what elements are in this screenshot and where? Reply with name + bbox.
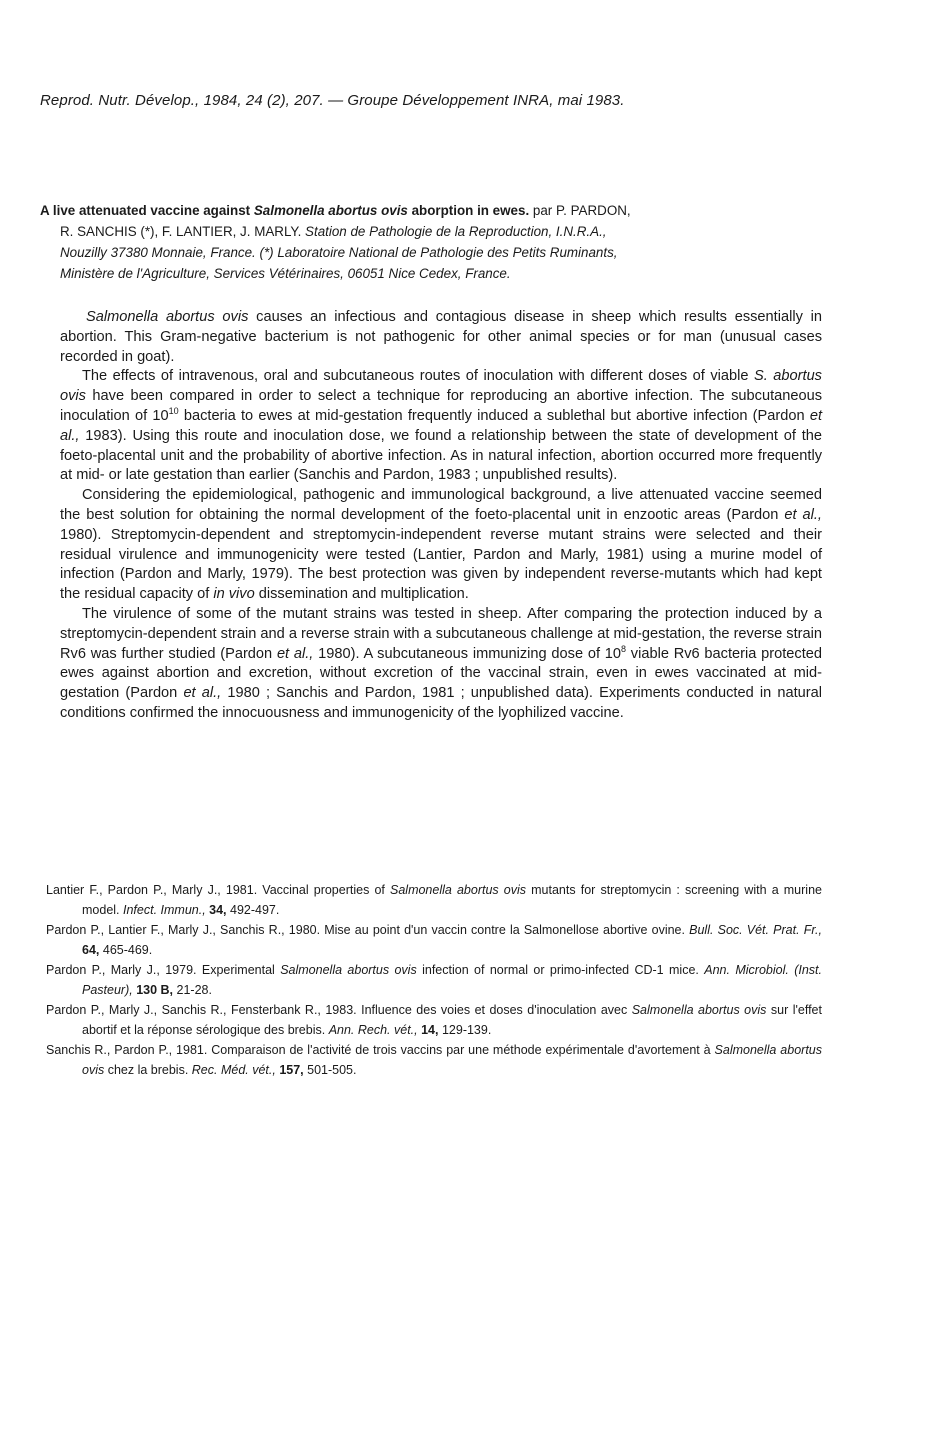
- paragraph-text: 1980). A subcutaneous immunizing dose of 10: [313, 645, 622, 662]
- ref-text: Pardon P., Lantier F., Marly J., Sanchis R., 1980. Mise au point d'un vaccin contre la Salmonellose abortive ovine.: [46, 923, 690, 937]
- ref-pages: 465-469.: [99, 943, 153, 957]
- ref-journal: Ann. Microbiol. (Inst. Pasteur),: [82, 963, 822, 997]
- organism-name: Salmonella abortus ovis: [86, 309, 249, 325]
- paragraph-text: dissemination and multiplication.: [254, 586, 469, 603]
- ref-text: Pardon P., Marly J., 1979. Experimental: [46, 963, 281, 977]
- reference-item: [46, 880, 822, 920]
- reference-item: [46, 920, 822, 960]
- reference-item: [46, 960, 822, 1000]
- abstract-body: [60, 308, 822, 724]
- title-text: A live attenuated vaccine against: [40, 203, 254, 218]
- paragraph-text: The effects of intravenous, oral and subcutaneous routes of inoculation with different doses of viable: [82, 368, 754, 385]
- title-text-end: aborption in ewes.: [407, 203, 530, 218]
- reference-item: [46, 1040, 822, 1080]
- ref-volume: 157,: [275, 1063, 304, 1077]
- reference-item: [46, 1000, 822, 1040]
- paragraph-text: bacteria to ewes at mid-gestation frequently induced a sublethal but abortive infection (Pardon: [178, 407, 810, 424]
- paragraph-4: [60, 605, 822, 724]
- ref-text: chez la brebis.: [104, 1063, 192, 1077]
- ref-pages: 492-497.: [226, 903, 280, 917]
- ref-volume: 14,: [417, 1023, 439, 1037]
- ref-journal: Bull. Soc. Vét. Prat. Fr.,: [689, 923, 822, 937]
- ref-organism: Salmonella abortus ovis: [631, 1003, 767, 1017]
- article-title: [40, 203, 529, 218]
- ref-volume: 64,: [82, 943, 100, 957]
- article-header: [40, 200, 840, 284]
- ref-organism: Salmonella abortus ovis: [390, 883, 527, 897]
- ref-journal: Infect. Immun.,: [123, 903, 206, 917]
- authors: R. SANCHIS (*), F. LANTIER, J. MARLY.: [60, 224, 306, 239]
- paragraph-3: [60, 486, 822, 605]
- title-organism: Salmonella abortus ovis: [253, 203, 408, 218]
- paragraph-2: [60, 367, 822, 486]
- paragraph-text: Considering the epidemiological, pathogenic and immunological background, a live attenuated vaccine seemed the best solution for obtaining the normal development of the foeto-placental unit in enzootic areas (Pardon: [60, 487, 822, 523]
- paragraph-text: have been compared in order to select a technique for reproducing an abortive infection. The subcutaneous inoculation of 10: [60, 388, 822, 424]
- ref-journal: Rec. Méd. vét.,: [191, 1063, 276, 1077]
- ref-text: Lantier F., Pardon P., Marly J., 1981. Vaccinal properties of: [46, 883, 390, 897]
- references-list: [46, 880, 822, 1080]
- et-al: et al.,: [60, 407, 822, 444]
- ref-volume: 130 B,: [132, 983, 174, 997]
- authors-line: [40, 221, 840, 242]
- ref-pages: 129-139.: [438, 1023, 492, 1037]
- ref-text: mutants for streptomycin : screening with a murine model.: [82, 883, 822, 917]
- ref-pages: 501-505.: [303, 1063, 357, 1077]
- paragraph-text: 1980). Streptomycin-dependent and streptomycin-independent reverse mutant strains were selected and their residual virulence and immunogenicity were tested (Lantier, Pardon and Marly, 1981) using a murine model of infection (Pardon and Marly, 1979). The best protection was given by independent reverse-mutants which had kept the residual capacity of: [60, 526, 822, 603]
- affiliation-1: Station de Pathologie de la Reproduction, I.N.R.A.,: [305, 224, 607, 239]
- ref-journal: Ann. Rech. vét.,: [328, 1023, 418, 1037]
- in-vivo: in vivo: [213, 586, 255, 603]
- ref-text: sur l'effet abortif et la réponse sérologique des brebis.: [82, 1003, 822, 1037]
- ref-text: Pardon P., Marly J., Sanchis R., Fensterbank R., 1983. Influence des voies et doses d'inoculation avec: [46, 1003, 632, 1017]
- et-al: et al.,: [183, 685, 222, 702]
- et-al: et al.,: [784, 506, 822, 523]
- title-line: [40, 200, 840, 221]
- paragraph-1: [60, 308, 822, 367]
- ref-text: infection of normal or primo-infected CD-1 mice.: [416, 963, 705, 977]
- ref-text: Sanchis R., Pardon P., 1981. Comparaison de l'activité de trois vaccins par une méthode expérimentale d'avortement à: [46, 1043, 715, 1057]
- paragraph-text: causes an infectious and contagious disease in sheep which results essentially in abortion. This Gram-negative bacterium is not pathogenic for other animal species or for man (unusual cases recorded in goat).: [60, 309, 822, 365]
- organism-name: S. abortus ovis: [60, 368, 822, 405]
- exponent: 8: [621, 643, 627, 654]
- ref-organism: Salmonella abortus ovis: [82, 1043, 822, 1077]
- paragraph-text: 1980 ; Sanchis and Pardon, 1981 ; unpublished data). Experiments conducted in natural conditions confirmed the innocuousness and immunogenicity of the lyophilized vaccine.: [60, 685, 822, 721]
- affiliation-3: Ministère de l'Agriculture, Services Vétérinaires, 06051 Nice Cedex, France.: [60, 266, 511, 281]
- exponent: 10: [168, 406, 179, 417]
- ref-pages: 21-28.: [173, 983, 212, 997]
- ref-volume: 34,: [205, 903, 227, 917]
- authors-first: par P. PARDON,: [529, 203, 631, 218]
- paragraph-text: viable Rv6 bacteria protected ewes against abortion and excretion, without excretion of the vaccinal strain, even in ewes vaccinated at mid-gestation (Pardon: [60, 645, 822, 702]
- journal-reference: Reprod. Nutr. Dévelop., 1984, 24 (2), 207. — Groupe Développement INRA, mai 1983.: [40, 92, 625, 109]
- ref-organism: Salmonella abortus ovis: [280, 963, 417, 977]
- paragraph-text: The virulence of some of the mutant strains was tested in sheep. After comparing the protection induced by a streptomycin-dependent strain and a reverse strain with a subcutaneous challenge at mid-gestation, the reverse strain Rv6 was further studied (Pardon: [60, 605, 822, 662]
- affiliation-2: Nouzilly 37380 Monnaie, France. (*) Laboratoire National de Pathologie des Petits Ruminants,: [60, 245, 618, 260]
- et-al: et al.,: [276, 645, 314, 662]
- paragraph-text: 1983). Using this route and inoculation dose, we found a relationship between the state of development of the foeto-placental unit and the probability of abortive infection. As in natural infection, abortion occurred more frequently at mid- or late gestation than earlier (Sanchis and Pardon, 1983 ; unpublished results).: [60, 427, 822, 484]
